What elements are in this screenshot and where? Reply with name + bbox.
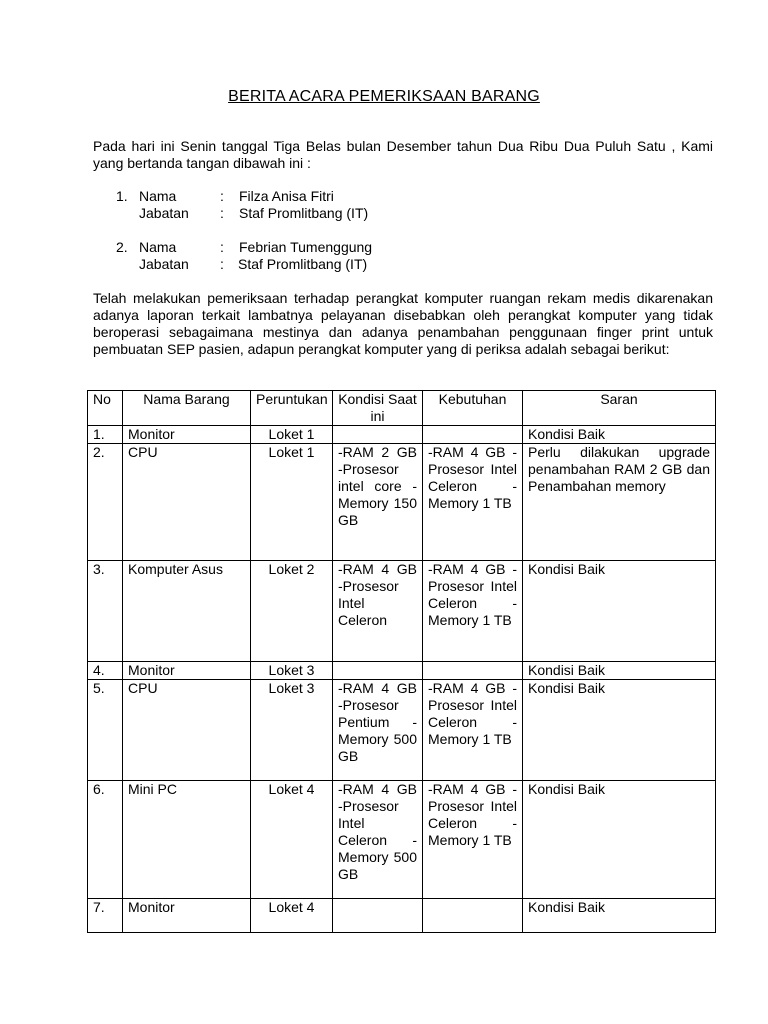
cell-saran: Kondisi Baik — [523, 561, 716, 662]
person-entry-2 — [0, 239, 768, 273]
cell-kebutuhan — [423, 426, 523, 444]
name-label: Nama — [139, 239, 177, 255]
position-label: Jabatan — [139, 256, 189, 272]
cell-nama: Mini PC — [123, 781, 251, 899]
colon: : — [220, 205, 224, 221]
items-table — [87, 390, 716, 933]
cell-peruntukan: Loket 2 — [251, 561, 333, 662]
cell-kondisi — [333, 662, 423, 680]
cell-peruntukan: Loket 3 — [251, 662, 333, 680]
table-row — [88, 426, 716, 444]
intro-paragraph: Pada hari ini Senin tanggal Tiga Belas bulan Desember tahun Dua Ribu Dua Puluh Satu , Kami yang bertanda tangan dibawah ini : — [93, 138, 713, 171]
name-label: Nama — [139, 188, 177, 204]
header-nama-barang: Nama Barang — [123, 391, 251, 426]
person-name: Febrian Tumenggung — [239, 239, 373, 255]
cell-kondisi — [333, 899, 423, 933]
colon: : — [220, 256, 224, 272]
cell-no: 5. — [88, 680, 123, 781]
person-name: Filza Anisa Fitri — [239, 188, 334, 204]
cell-kebutuhan — [423, 899, 523, 933]
cell-saran: Kondisi Baik — [523, 680, 716, 781]
cell-kondisi — [333, 426, 423, 444]
cell-kondisi: -RAM 4 GB -Prosesor Pentium - Memory 500 GB — [333, 680, 423, 781]
person-position: Staf Promlitbang (IT) — [238, 256, 368, 272]
table-row — [88, 781, 716, 899]
cell-no: 1. — [88, 426, 123, 444]
cell-nama: Monitor — [123, 899, 251, 933]
header-saran: Saran — [523, 391, 716, 426]
cell-peruntukan: Loket 4 — [251, 899, 333, 933]
cell-nama: Komputer Asus — [123, 561, 251, 662]
header-kebutuhan: Kebutuhan — [423, 391, 523, 426]
person-number: 1. — [116, 188, 128, 204]
document-title: BERITA ACARA PEMERIKSAAN BARANG — [228, 88, 540, 105]
cell-nama: CPU — [123, 444, 251, 561]
table-row — [88, 680, 716, 781]
person-position: Staf Promlitbang (IT) — [239, 205, 369, 221]
cell-peruntukan: Loket 4 — [251, 781, 333, 899]
cell-no: 3. — [88, 561, 123, 662]
cell-nama: Monitor — [123, 662, 251, 680]
cell-saran: Kondisi Baik — [523, 781, 716, 899]
cell-peruntukan: Loket 3 — [251, 680, 333, 781]
cell-kebutuhan: -RAM 4 GB -Prosesor Intel Celeron - Memory 1 TB — [423, 781, 523, 899]
colon: : — [220, 239, 224, 255]
cell-peruntukan: Loket 1 — [251, 426, 333, 444]
header-no: No — [88, 391, 123, 426]
cell-kebutuhan: -RAM 4 GB -Prosesor Intel Celeron -Memory 1 TB — [423, 680, 523, 781]
cell-no: 2. — [88, 444, 123, 561]
cell-nama: Monitor — [123, 426, 251, 444]
body-paragraph: Telah melakukan pemeriksaan terhadap perangkat komputer ruangan rekam medis dikarenakan adanya laporan terkait lambatnya pelayanan disebabkan oleh perangkat komputer yang tidak beroperasi sebagaimana mestinya dan adanya penambahan penggunaan finger print untuk pembuatan SEP pasien, adapun perangkat komputer yang di periksa adalah sebagai berikut: — [93, 290, 713, 357]
cell-no: 4. — [88, 662, 123, 680]
table-header-row — [88, 391, 716, 426]
cell-kebutuhan: -RAM 4 GB -Prosesor Intel Celeron - Memory 1 TB — [423, 444, 523, 561]
cell-saran: Kondisi Baik — [523, 662, 716, 680]
cell-kondisi: -RAM 4 GB -Prosesor Intel Celeron -Memory 500 GB — [333, 781, 423, 899]
cell-saran: Kondisi Baik — [523, 426, 716, 444]
table-row — [88, 444, 716, 561]
position-label: Jabatan — [139, 205, 189, 221]
cell-peruntukan: Loket 1 — [251, 444, 333, 561]
person-entry-1 — [0, 188, 768, 222]
cell-saran: Kondisi Baik — [523, 899, 716, 933]
table-row — [88, 662, 716, 680]
header-peruntukan: Peruntukan — [251, 391, 333, 426]
cell-kondisi: -RAM 4 GB -Prosesor Intel Celeron — [333, 561, 423, 662]
header-kondisi: Kondisi Saat ini — [333, 391, 423, 426]
table-row — [88, 561, 716, 662]
cell-no: 7. — [88, 899, 123, 933]
colon: : — [220, 188, 224, 204]
cell-no: 6. — [88, 781, 123, 899]
cell-kebutuhan — [423, 662, 523, 680]
person-number: 2. — [116, 239, 128, 255]
cell-nama: CPU — [123, 680, 251, 781]
cell-kebutuhan: -RAM 4 GB -Prosesor Intel Celeron -Memory 1 TB — [423, 561, 523, 662]
cell-kondisi: -RAM 2 GB -Prosesor intel core -Memory 150 GB — [333, 444, 423, 561]
cell-saran: Perlu dilakukan upgrade penambahan RAM 2 GB dan Penambahan memory — [523, 444, 716, 561]
table-row — [88, 899, 716, 933]
